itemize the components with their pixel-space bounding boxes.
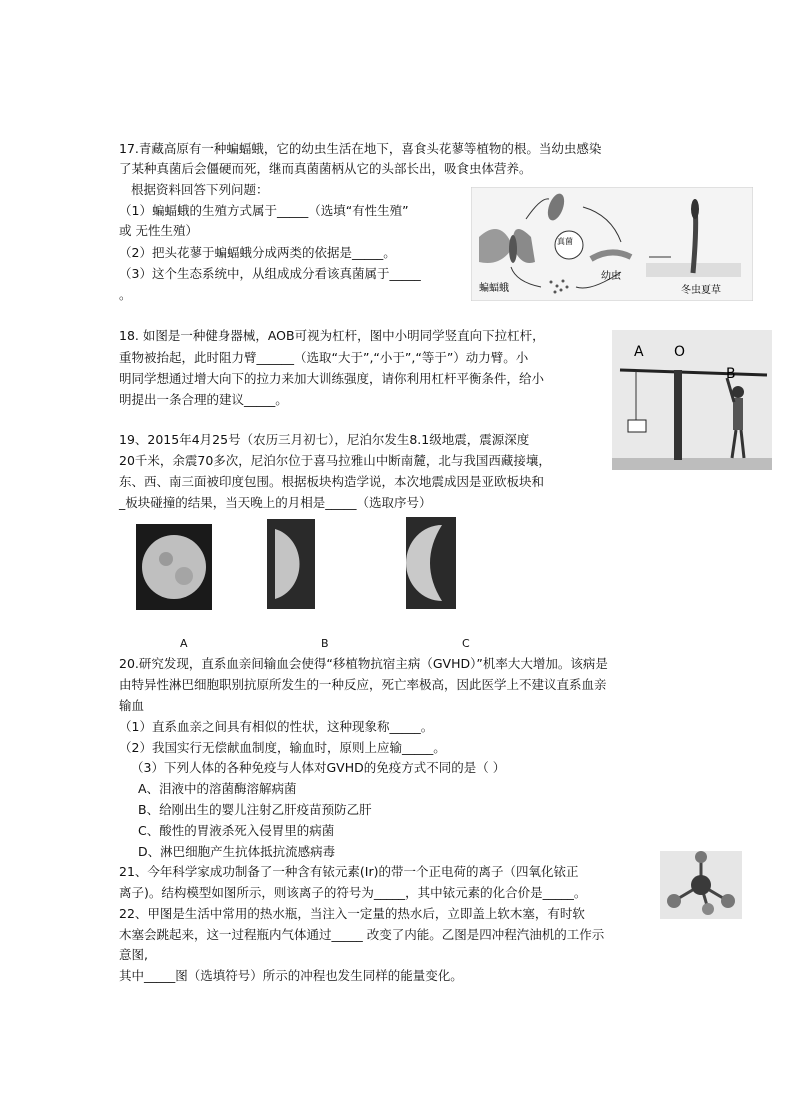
q17-line-7: （3）这个生态系统中，从组成成分看该真菌属于_____ xyxy=(119,266,421,281)
q17-line-5: 或 无性生殖） xyxy=(119,223,198,238)
q20-line-3: 输血 xyxy=(119,698,145,713)
q20-choice-C: C、酸性的胃液杀死入侵胃里的病菌 xyxy=(138,823,335,838)
moon-option-A: A xyxy=(180,637,188,650)
moon-waxing-crescent-image xyxy=(406,517,456,609)
q17-line-3: 根据资料回答下列问题： xyxy=(131,182,269,197)
oxygen-atom-4 xyxy=(702,903,714,915)
label-B: B xyxy=(726,366,736,382)
q22-line-2: 木塞会跳起来，这一过程瓶内气体通过_____ 改变了内能。乙图是四冲程汽油机的工作示 xyxy=(119,927,605,942)
q17-line-6: （2）把头花蓼于蝙蝠蛾分成两类的依据是_____。 xyxy=(119,245,396,260)
q20-line-1: 20.研究发现，直系血亲间输血会使得“移植物抗宿主病（GVHD）”机率大大增加。该病是 xyxy=(119,656,608,671)
q17-line-2: 了某种真菌后会僵硬而死，继而真菌菌柄从它的头部长出，吸食虫体营养。 xyxy=(119,161,532,176)
label-fungus: 真菌 xyxy=(557,237,573,246)
q20-choice-D: D、淋巴细胞产生抗体抵抗流感病毒 xyxy=(138,844,336,859)
q17-lifecycle-figure xyxy=(471,187,753,301)
lever-post xyxy=(674,370,682,460)
q18-line-2: 重物被抬起，此时阻力臂______（选取“大于”,“小于”,“等于”）动力臂。小 xyxy=(119,350,529,365)
q20-line-4: （1）直系血亲之间具有相似的性状，这种现象称_____。 xyxy=(119,719,434,734)
q18-line-3: 明同学想通过增大向下的拉力来加大训练强度，请你利用杠杆平衡条件，给小 xyxy=(119,371,545,386)
q21-line-2: 离子)。结构模型如图所示，则该离子的符号为_____，其中铱元素的化合价是_____。 xyxy=(119,885,587,900)
q19-line-3: 东、西、南三面被印度包围。根据板块构造学说，本次地震成因是亚欧板块和 xyxy=(119,474,545,489)
q20-choice-B: B、给刚出生的婴儿注射乙肝疫苗预防乙肝 xyxy=(138,802,372,817)
oxygen-atom-1 xyxy=(695,851,707,863)
q18-lever-figure xyxy=(612,330,772,470)
moon-first-quarter-image xyxy=(267,519,315,609)
q21-molecule-model xyxy=(660,851,742,919)
oxygen-atom-2 xyxy=(667,894,681,908)
weight-block xyxy=(628,420,646,432)
q19-line-2: 20千米，余震70多次，尼泊尔位于喜马拉雅山中断南麓，北与我国西藏接壤， xyxy=(119,453,551,468)
q18-line-4: 明提出一条合理的建议_____。 xyxy=(119,392,288,407)
label-larva: 幼虫 xyxy=(601,271,621,282)
label-A: A xyxy=(634,344,644,360)
moon-option-C: C xyxy=(462,637,470,650)
q20-line-6: （3）下列人体的各种免疫与人体对GVHD的免疫方式不同的是（ ） xyxy=(131,760,506,775)
q17-line-4: （1）蝙蝠蛾的生殖方式属于_____（选填“有性生殖” xyxy=(119,203,409,218)
label-cordyceps: 冬虫夏草 xyxy=(681,285,721,296)
q20-line-2: 由特异性淋巴细胞职别抗原所发生的一种反应，死亡率极高，因此医学上不建议直系血亲 xyxy=(119,677,607,692)
q19-line-4: _板块碰撞的结果，当天晚上的月相是_____（选取序号） xyxy=(119,495,432,510)
label-moth: 蝙蝠蛾 xyxy=(479,283,509,294)
q21-line-1: 21、今年科学家成功制备了一种含有铱元素(Ir)的带一个正电荷的离子（四氧化铱正 xyxy=(119,864,579,879)
q20-line-5: （2）我国实行无偿献血制度，输血时，原则上应输_____。 xyxy=(119,740,446,755)
q22-line-4: 其中_____图（选填符号）所示的冲程也发生同样的能量变化。 xyxy=(119,968,463,983)
label-O: O xyxy=(674,344,686,360)
iridium-atom xyxy=(691,875,711,895)
q22-line-3: 意图, xyxy=(119,947,148,962)
q22-line-1: 22、甲图是生活中常用的热水瓶，当注入一定量的热水后，立即盖上软木塞，有时软 xyxy=(119,906,585,921)
q18-line-1: 18. 如图是一种健身器械，AOB可视为杠杆，图中小明同学竖直向下拉杠杆， xyxy=(119,328,545,343)
moon-full-image xyxy=(136,524,212,610)
q17-line-1: 17.青藏高原有一种蝙蝠蛾，它的幼虫生活在地下，喜食头花蓼等植物的根。当幼虫感染 xyxy=(119,141,602,156)
moon-option-B: B xyxy=(321,637,329,650)
q20-choice-A: A、泪液中的溶菌酶溶解病菌 xyxy=(138,781,297,796)
q19-line-1: 19、2015年4月25号（农历三月初七），尼泊尔发生8.1级地震，震源深度 xyxy=(119,432,530,447)
oxygen-atom-3 xyxy=(721,894,735,908)
q17-line-8: 。 xyxy=(119,287,132,302)
